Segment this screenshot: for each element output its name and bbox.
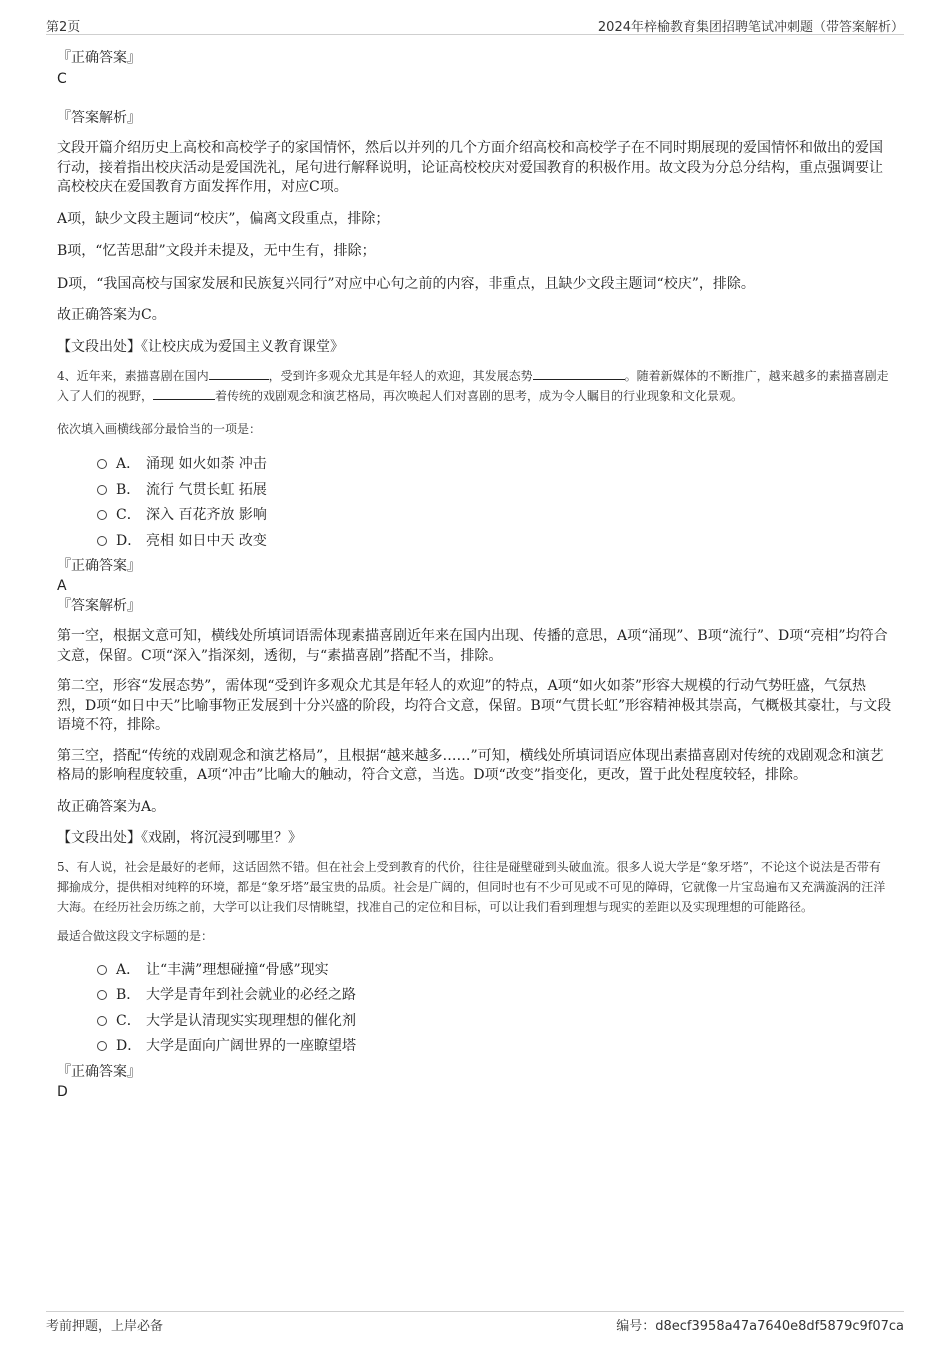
option-c[interactable]: C． 深入 百花齐放 影响: [97, 506, 892, 532]
options-list: [97, 961, 892, 1063]
answer-value: A: [57, 578, 67, 594]
option-d[interactable]: D． 亮相 如日中天 改变: [97, 532, 892, 558]
option-a[interactable]: A． 涌现 如火如荼 冲击: [97, 455, 892, 481]
analysis-paragraph: B项，“忆苦思甜”文段并未提及，无中生有，排除；: [57, 243, 376, 259]
options-list: [97, 455, 892, 557]
radio-icon[interactable]: [97, 1016, 107, 1026]
page-content: [57, 44, 892, 1101]
radio-icon[interactable]: [97, 1041, 107, 1051]
page-header: [46, 14, 904, 35]
option-b[interactable]: B． 大学是青年到社会就业的必经之路: [97, 986, 892, 1012]
analysis-paragraph: D项，“我国高校与国家发展和民族复兴同行”对应中心句之前的内容，非重点，且缺少文段主题词“校庆”，排除。: [57, 275, 755, 292]
page-footer: [46, 1311, 904, 1334]
answer-value: C: [57, 71, 67, 87]
radio-icon[interactable]: [97, 990, 107, 1000]
footer-slogan: 考前押题，上岸必备: [46, 1319, 164, 1334]
radio-icon[interactable]: [97, 965, 107, 975]
fill-blank: [533, 367, 625, 380]
source-citation: 【文段出处】《让校庆成为爱国主义教育课堂》: [57, 338, 344, 355]
option-a[interactable]: A． 让“丰满”理想碰撞“骨感”现实: [97, 961, 892, 987]
fill-blank: [153, 387, 215, 400]
analysis-paragraph: 故正确答案为A。: [57, 798, 166, 815]
answer-label: 『正确答案』: [57, 1063, 141, 1080]
option-c[interactable]: C． 大学是认清现实实现理想的催化剂: [97, 1012, 892, 1038]
analysis-paragraph: 第三空，搭配“传统的戏剧观念和演艺格局”，且根据“越来越多……”可知，横线处所填词语应体现出素描喜剧对传统的戏剧观念和演艺格局的影响程度较重，A项“冲击”比喻大的触动，符合文意，当选。D项“改变”指变化，更改，置于此处程度较轻，排除。: [57, 747, 884, 783]
analysis-paragraph: 故正确答案为C。: [57, 307, 166, 323]
option-d[interactable]: D． 大学是面向广阔世界的一座瞭望塔: [97, 1037, 892, 1063]
analysis-paragraph: A项，缺少文段主题词“校庆”，偏离文段重点，排除；: [57, 210, 390, 227]
answer-value: D: [57, 1083, 68, 1100]
answer-label: 『正确答案』: [57, 558, 141, 574]
analysis-paragraph: 文段开篇介绍历史上高校和高校学子的家国情怀，然后以并列的几个方面介绍高校和高校学子在不同时期展现的爱国情怀和做出的爱国行动，接着指出校庆活动是爱国洗礼，尾句进行解释说明，论证高校校庆对爱国教育的积极作用。故文段为分总分结构，重点强调要让高校校庆在爱国教育方面发挥作用，对应C项。: [57, 140, 883, 195]
document-title: 2024年梓榆教育集团招聘笔试冲刺题（带答案解析）: [597, 20, 904, 35]
option-b[interactable]: B． 流行 气贯长虹 拓展: [97, 481, 892, 507]
fill-blank: [209, 367, 269, 380]
question-prompt: 依次填入画横线部分最恰当的一项是：: [57, 422, 262, 436]
question-prompt: 最适合做这段文字标题的是：: [57, 928, 214, 943]
question-stem: 5、有人说，社会是最好的老师，这话固然不错。但在社会上受到教育的代价，往往是碰壁碰到头破血流。很多人说大学是“象牙塔”，不论这个说法是否带有揶揄成分，提供相对纯粹的环境，都是“象牙塔”最宝贵的品质。社会是广阔的，但同时也有不少可见或不可见的障碍，它就像一片宝岛遍布又充满漩涡的汪洋大海。在经历社会历练之前，大学可以让我们尽情眺望，找准自己的定位和目标，可以让我们看到理想与现实的差距以及实现理想的可能路径。: [57, 859, 886, 914]
analysis-label: 『答案解析』: [57, 598, 141, 614]
analysis-paragraph: 第二空，形容“发展态势”，需体现“受到许多观众尤其是年轻人的欢迎”的特点，A项“如火如荼”形容大规模的行动气势旺盛，气氛热烈，D项“如日中天”比喻事物正发展到十分兴盛的阶段，均符合文意，保留。B项“气贯长虹”形容精神极其崇高，气概极其豪壮，与文段语境不符，排除。: [57, 678, 892, 733]
radio-icon[interactable]: [97, 459, 107, 469]
document-id: 编号：d8ecf3958a47a7640e8df5879c9f07ca: [616, 1319, 904, 1334]
question-stem: 4、近年来，素描喜剧在国内 ，受到许多观众尤其是年轻人的欢迎，其发展态势 。随着新媒体的不断推广，越来越多的素描喜剧走入了人们的视野， 着传统的戏剧观念和演艺格局，再次唤起人们对喜剧的思考，成为令人瞩目的行业现象和文化景观。: [57, 369, 889, 403]
answer-label: 『正确答案』: [57, 50, 141, 66]
radio-icon[interactable]: [97, 536, 107, 546]
radio-icon[interactable]: [97, 510, 107, 520]
page-number: 第2页: [46, 20, 81, 35]
analysis-label: 『答案解析』: [57, 110, 141, 126]
analysis-paragraph: 第一空，根据文意可知，横线处所填词语需体现素描喜剧近年来在国内出现、传播的意思，A项“涌现”、B项“流行”、D项“亮相”均符合文意，保留。C项“深入”指深刻，透彻，与“素描喜剧”搭配不当，排除。: [57, 628, 888, 664]
source-citation: 【文段出处】《戏剧，将沉浸到哪里？》: [57, 830, 302, 846]
radio-icon[interactable]: [97, 485, 107, 495]
